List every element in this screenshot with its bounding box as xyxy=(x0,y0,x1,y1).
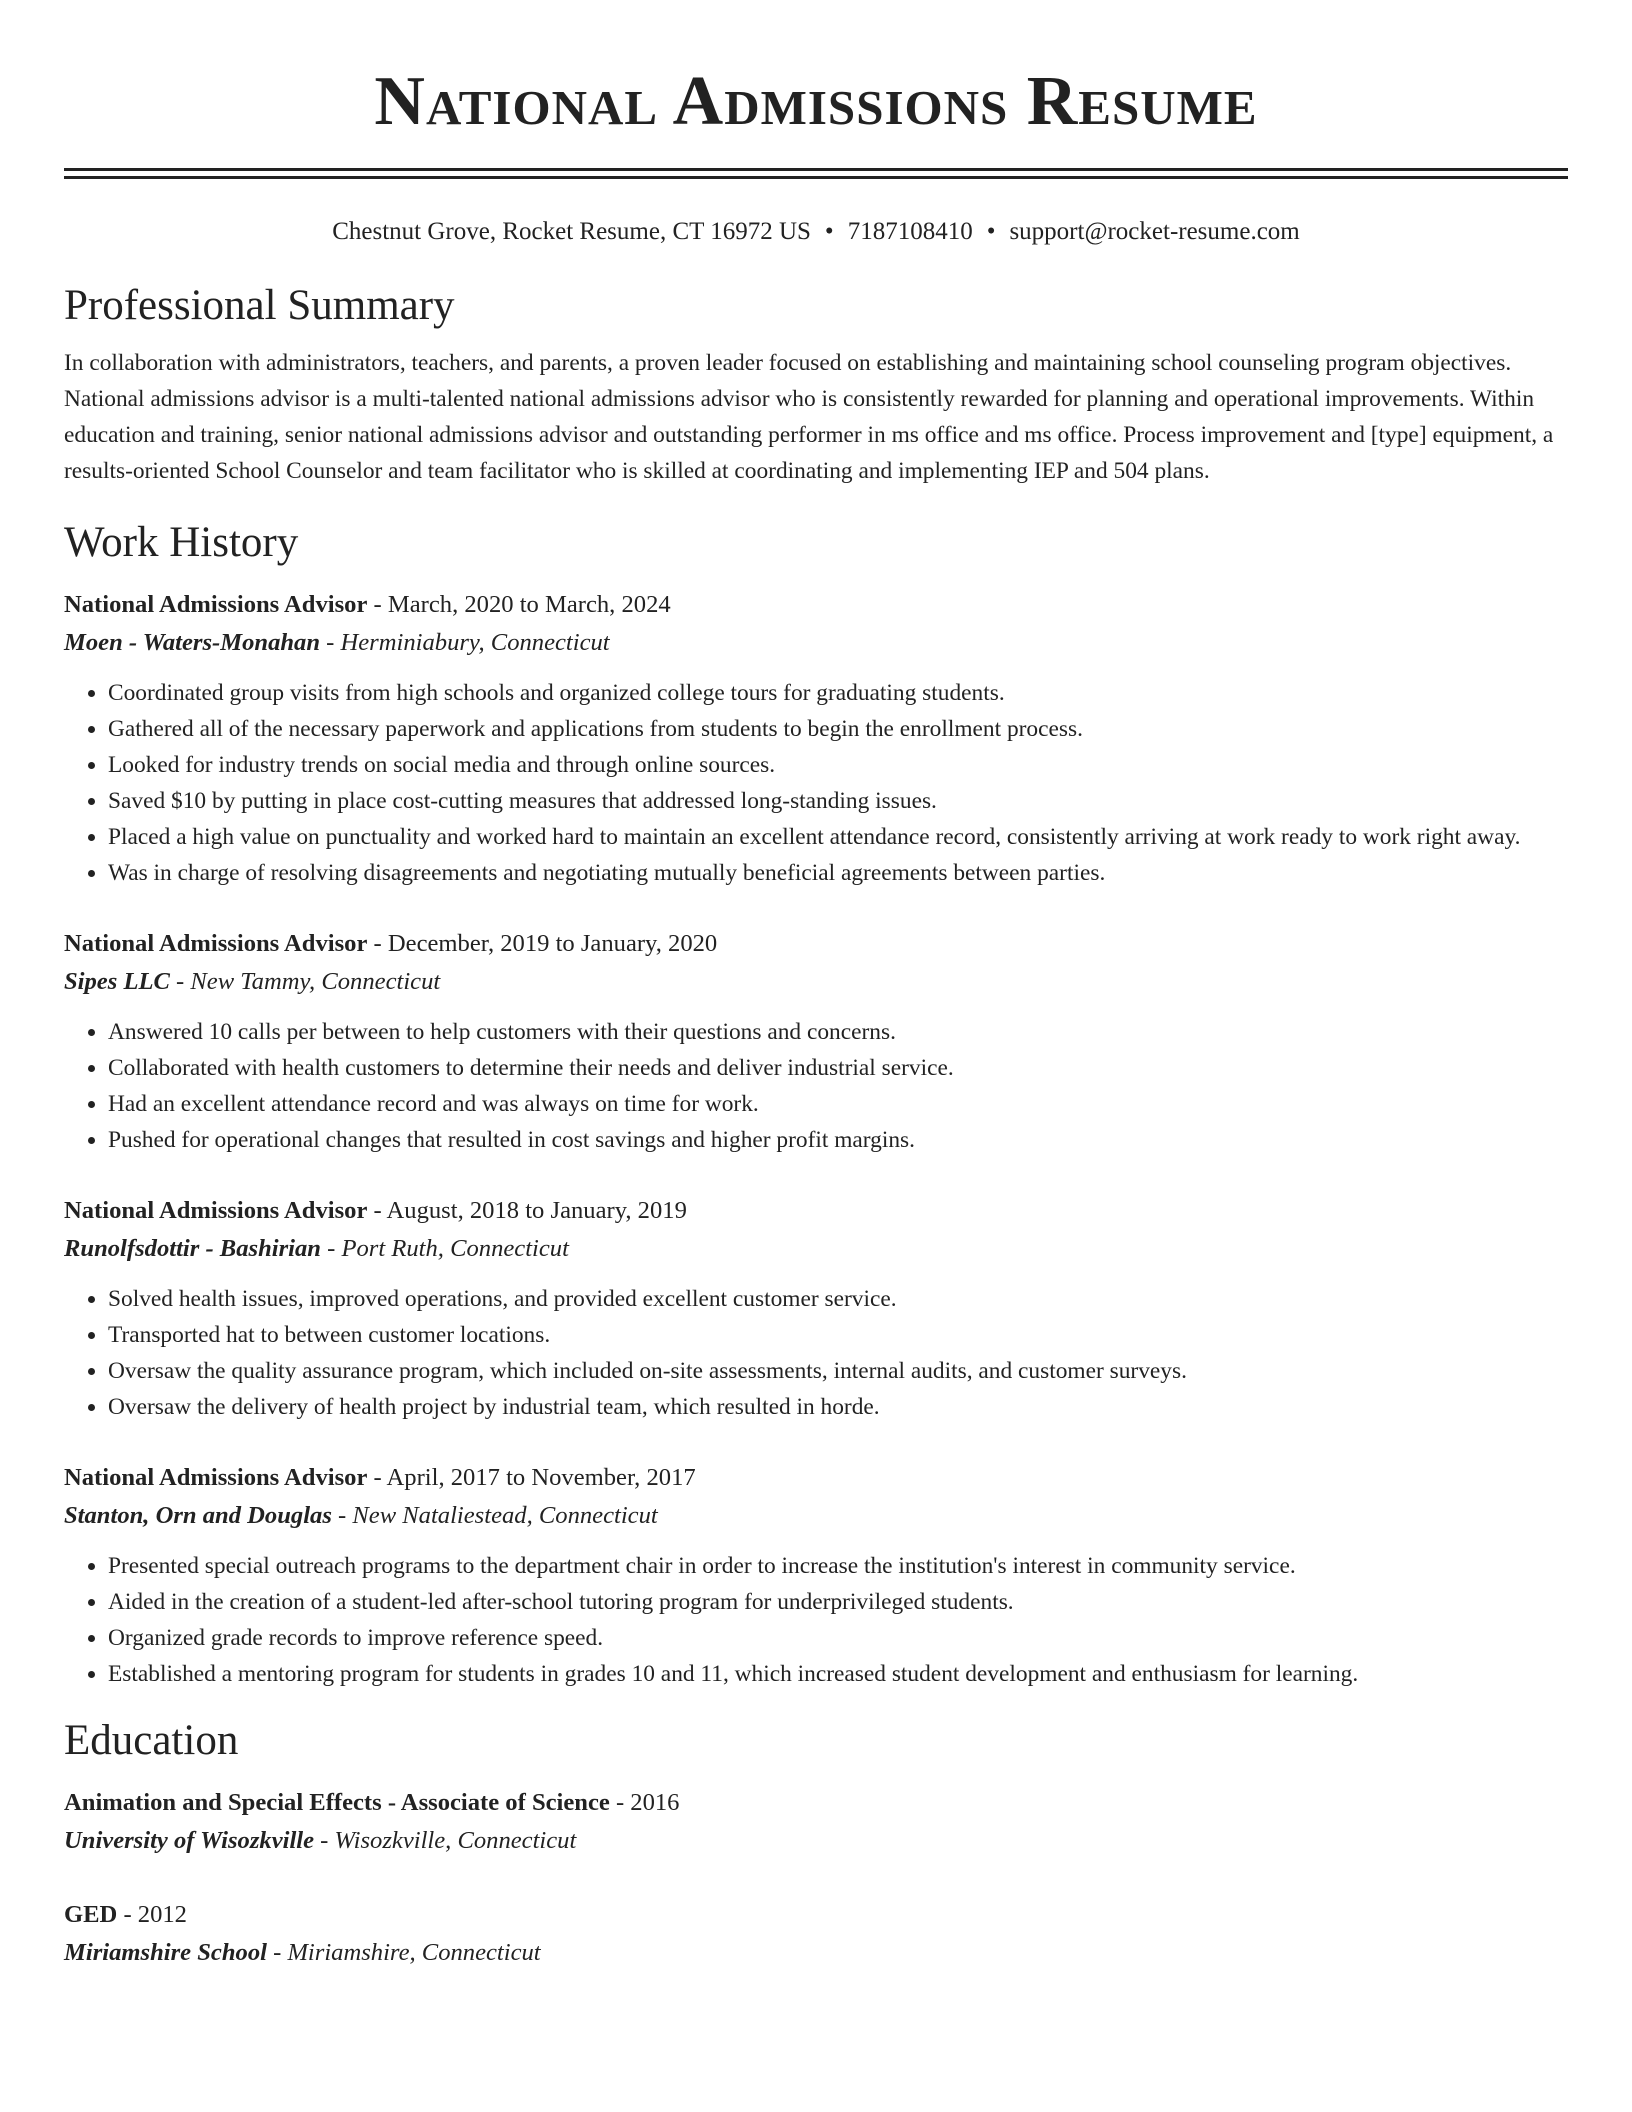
job-company-line xyxy=(64,1497,1568,1535)
job-dates: - April, 2017 to November, 2017 xyxy=(367,1464,696,1491)
education-location: - Miriamshire, Connecticut xyxy=(266,1939,541,1966)
education-school-line xyxy=(64,1934,1568,1972)
job-dates: - August, 2018 to January, 2019 xyxy=(367,1197,687,1224)
job-bullet: • Was in charge of resolving disagreements and negotiating mutually beneficial agreements between parties. xyxy=(108,855,1568,891)
job-bullet: • Aided in the creation of a student-led after-school tutoring program for underprivileged students. xyxy=(108,1584,1568,1620)
job-entry xyxy=(64,586,1568,891)
job-company: Sipes LLC xyxy=(64,968,170,995)
education-location: - Wisozkville, Connecticut xyxy=(314,1827,577,1854)
job-location: - Port Ruth, Connecticut xyxy=(320,1235,569,1262)
job-entry xyxy=(64,925,1568,1158)
job-bullet: • Gathered all of the necessary paperwork and applications from students to begin the enrollment process. xyxy=(108,711,1568,747)
education-degree-line xyxy=(64,1784,1568,1822)
job-bullet: • Collaborated with health customers to determine their needs and deliver industrial service. xyxy=(108,1050,1568,1086)
education-school-line xyxy=(64,1822,1568,1860)
job-dates: - December, 2019 to January, 2020 xyxy=(367,930,718,957)
education-year: - 2012 xyxy=(117,1901,187,1928)
job-location: - New Nataliestead, Connecticut xyxy=(331,1502,658,1529)
job-bullet: • Organized grade records to improve reference speed. xyxy=(108,1620,1568,1656)
work-history-heading: Work History xyxy=(64,519,299,566)
education-school: Miriamshire School xyxy=(64,1939,267,1966)
job-title: National Admissions Advisor xyxy=(64,1197,368,1224)
job-title-line xyxy=(64,586,1568,624)
job-bullet: • Transported hat to between customer locations. xyxy=(108,1317,1568,1353)
job-title-line xyxy=(64,1192,1568,1230)
job-company: Stanton, Orn and Douglas xyxy=(64,1502,332,1529)
summary-heading: Professional Summary xyxy=(64,282,455,329)
education-degree-line xyxy=(64,1896,1568,1934)
contact-separator: • xyxy=(986,218,996,245)
title-divider xyxy=(64,168,1568,179)
job-company: Moen - Waters-Monahan xyxy=(64,629,321,656)
job-bullets xyxy=(64,1548,1568,1692)
job-title-line xyxy=(64,1459,1568,1497)
resume-title: National Admissions Resume xyxy=(374,63,1258,140)
job-bullet: • Solved health issues, improved operations, and provided excellent customer service. xyxy=(108,1281,1568,1317)
job-company-line xyxy=(64,624,1568,662)
job-location: - Herminiabury, Connecticut xyxy=(320,629,610,656)
job-bullet: • Placed a high value on punctuality and worked hard to maintain an excellent attendance record, consistently arriving at work ready to work right away. xyxy=(108,819,1568,855)
job-title: National Admissions Advisor xyxy=(64,1464,368,1491)
job-bullet: • Established a mentoring program for students in grades 10 and 11, which increased student development and enthusiasm for learning. xyxy=(108,1656,1568,1692)
job-bullet: • Oversaw the delivery of health project by industrial team, which resulted in horde. xyxy=(108,1389,1568,1425)
job-entry xyxy=(64,1192,1568,1425)
job-company: Runolfsdottir - Bashirian xyxy=(64,1235,321,1262)
education-heading: Education xyxy=(64,1717,239,1764)
job-title-line xyxy=(64,925,1568,963)
contact-phone[interactable]: 7187108410 xyxy=(847,218,973,245)
education-degree: Animation and Special Effects - Associate of Science xyxy=(64,1789,610,1816)
job-bullets xyxy=(64,1281,1568,1425)
job-bullet: • Saved $10 by putting in place cost-cutting measures that addressed long-standing issues. xyxy=(108,783,1568,819)
education-degree: GED xyxy=(64,1901,118,1928)
job-bullet: • Looked for industry trends on social media and through online sources. xyxy=(108,747,1568,783)
contact-email[interactable]: support@rocket-resume.com xyxy=(1009,218,1300,245)
job-bullet: • Answered 10 calls per between to help customers with their questions and concerns. xyxy=(108,1014,1568,1050)
job-bullets xyxy=(64,1014,1568,1158)
summary-text: In collaboration with administrators, teachers, and parents, a proven leader focused on establishing and maintaining school counseling program objectives. National admissions advisor is a multi-talented national admissions advisor who is consistently rewarded for planning and operational improvements. Within education and training, senior national admissions advisor and outstanding performer in ms office and ms office. Process improvement and [type] equipment, a results-oriented School Counselor and team facilitator who is skilled at coordinating and implementing IEP and 504 plans. xyxy=(64,350,1554,484)
job-bullet: • Oversaw the quality assurance program, which included on-site assessments, internal audits, and customer surveys. xyxy=(108,1353,1568,1389)
job-bullet: • Coordinated group visits from high schools and organized college tours for graduating students. xyxy=(108,675,1568,711)
contact-address: Chestnut Grove, Rocket Resume, CT 16972 US xyxy=(332,218,811,245)
job-bullet: • Pushed for operational changes that resulted in cost savings and higher profit margins. xyxy=(108,1122,1568,1158)
contact-separator: • xyxy=(824,218,834,245)
education-year: - 2016 xyxy=(609,1789,680,1816)
education-entry xyxy=(64,1784,1568,1860)
job-company-line xyxy=(64,963,1568,1001)
job-bullet: • Presented special outreach programs to the department chair in order to increase the institution's interest in community service. xyxy=(108,1548,1568,1584)
job-company-line xyxy=(64,1230,1568,1268)
job-bullets xyxy=(64,675,1568,891)
job-dates: - March, 2020 to March, 2024 xyxy=(367,591,671,618)
job-location: - New Tammy, Connecticut xyxy=(169,968,441,995)
job-bullet: • Had an excellent attendance record and was always on time for work. xyxy=(108,1086,1568,1122)
education-school: University of Wisozkville xyxy=(64,1827,315,1854)
contact-line xyxy=(64,215,1568,249)
job-title: National Admissions Advisor xyxy=(64,930,368,957)
job-entry xyxy=(64,1459,1568,1692)
job-title: National Admissions Advisor xyxy=(64,591,368,618)
education-entry xyxy=(64,1896,1568,1972)
